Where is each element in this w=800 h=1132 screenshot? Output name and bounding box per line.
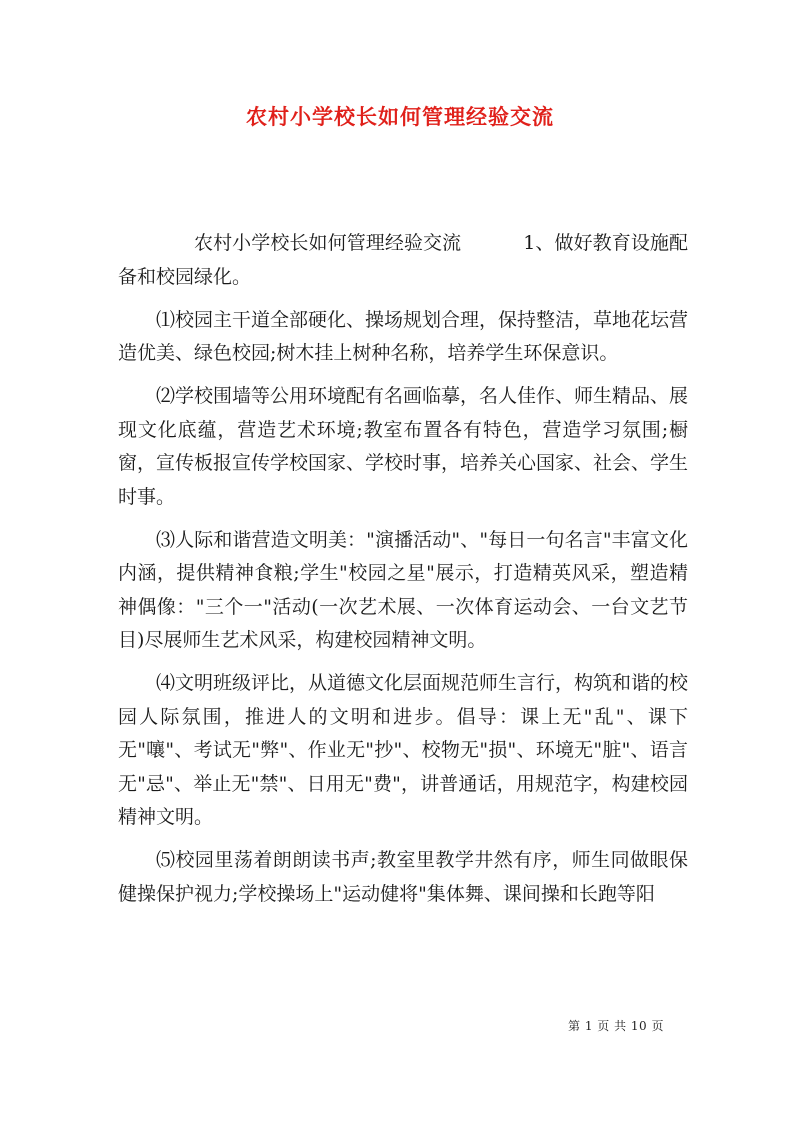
paragraph-4: ⑷文明班级评比，从道德文化层面规范师生言行，构筑和谐的校园人际氛围，推进人的文明和进步。倡导：课上无"乱"、课下无"嚷"、考试无"弊"、作业无"抄"、校物无"损"、环境无"脏"、语言无"忌"、举止无"禁"、日用无"费"，讲普通话，用规范字，构建校园精神文明。 — [118, 672, 689, 828]
paragraph-3: ⑶人际和谐营造文明美："演播活动"、"每日一句名言"丰富文化内涵，提供精神食粮;学生"校园之星"展示，打造精英风采，塑造精神偶像："三个一"活动(一次艺术展、一次体育运动会、一台文艺节目)尽展师生艺术风采，构建校园精神文明。 — [118, 528, 688, 651]
document-title: 农村小学校长如何管理经验交流 — [246, 104, 554, 129]
paragraph-2: ⑵学校围墙等公用环境配有名画临摹，名人佳作、师生精品、展现文化底蕴，营造艺术环境;教室布置各有特色，营造学习氛围;橱窗，宣传板报宣传学校国家、学校时事，培养关心国家、社会、学生时事。 — [118, 385, 689, 508]
paragraph-1: ⑴校园主干道全部硬化、操场规划合理，保持整洁，草地花坛营造优美、绿色校园;树木挂上树种名称，培养学生环保意识。 — [118, 308, 689, 364]
lead-paragraph — [118, 227, 688, 294]
paragraph-5: ⑸校园里荡着朗朗读书声;教室里教学井然有序，师生同做眼保健操保护视力;学校操场上"运动健将"集体舞、课间操和长跑等阳 — [118, 849, 688, 905]
lead-title-repeat: 农村小学校长如何管理经验交流 — [194, 232, 462, 254]
page-number-footer: 第 1 页 共 10 页 — [568, 1019, 664, 1033]
lead-text: 1、做好教育设施配备和校园绿化。 — [118, 232, 688, 288]
document-body — [118, 227, 688, 921]
